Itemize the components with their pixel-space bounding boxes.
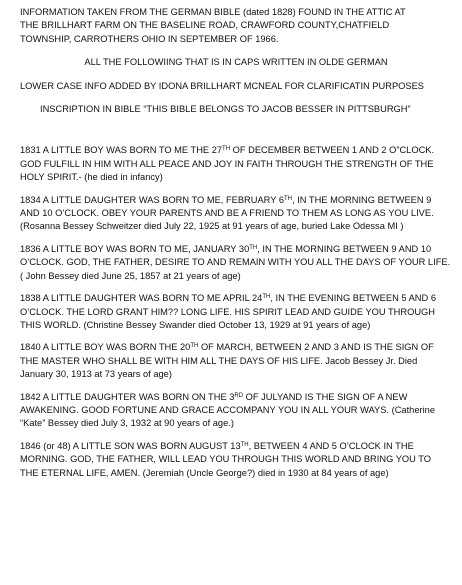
birth-entry bbox=[20, 292, 452, 332]
entry-text-start: 1836 A LITTLE BOY WAS BORN TO ME, JANUARY 30 bbox=[20, 243, 250, 254]
ordinal-suffix: TH bbox=[262, 294, 271, 301]
birth-entry bbox=[20, 440, 452, 480]
entry-text-start: 1834 A LITTLE DAUGHTER WAS BORN TO ME, FEBRUARY 6 bbox=[20, 194, 285, 205]
birth-entry bbox=[20, 194, 452, 234]
birth-entry bbox=[20, 341, 452, 381]
lower-case-note: LOWER CASE INFO ADDED BY IDONA BRILLHART MCNEAL FOR CLARIFICATIN PURPOSES bbox=[20, 80, 424, 91]
entry-text-rest: , IN THE MORNING BETWEEN 9 AND 10 O’CLOCK. OBEY YOUR PARENTS AND BE A FRIEND TO THEM AS LONG AS YOU LIVE. (Rosanna Bessey Schweitzer died July 22, 1925 at 91 years of age, buried Lake Odessa MI ) bbox=[20, 194, 434, 232]
entry-text-rest: OF MARCH, BETWEEN 2 AND 3 AND IS THE SIGN OF THE MASTER WHO SHALL BE WITH HIM ALL THE DAYS OF HIS LIFE. Jacob Bessey Jr. Died January 30, 1913 at 73 years of age) bbox=[20, 342, 434, 380]
entry-text-rest: , IN THE MORNING BETWEEN 9 AND 10 O’CLOCK. GOD, THE FATHER, DESIRE TO AND REMAIN WITH YOU ALL THE DAYS OF YOUR LIFE. ( John Bessey died June 25, 1857 at 21 years of age) bbox=[20, 243, 451, 281]
header-line: TOWNSHIP, CARROTHERS OHIO IN SEPTEMBER OF 1966. bbox=[20, 33, 279, 44]
ordinal-suffix: TH bbox=[249, 244, 258, 251]
ordinal-suffix: RD bbox=[234, 392, 244, 399]
entry-text-rest: , BETWEEN 4 AND 5 O’CLOCK IN THE MORNING. GOD, THE FATHER, WILL LEAD YOU THROUGH THIS WORLD AND BRING YOU TO THE ETERNAL LIFE, AMEN. (Jeremiah (Uncle George?) died in 1930 at 84 years of age) bbox=[20, 440, 432, 478]
birth-entry bbox=[20, 243, 452, 283]
entry-text-rest: , IN THE EVENING BETWEEN 5 AND 6 O’CLOCK. THE LORD GRANT HIM?? LONG LIFE. HIS SPIRIT LEAD AND GUIDE YOU THROUGH THIS WORLD. (Christine Bessey Swander died October 13, 1929 at 91 years of age) bbox=[20, 293, 436, 330]
entry-text-start: 1838 A LITTLE DAUGHTER WAS BORN TO ME APRIL 24 bbox=[20, 293, 263, 304]
birth-entry bbox=[20, 144, 452, 184]
ordinal-suffix: TH bbox=[240, 441, 249, 448]
header-line: THE BRILLHART FARM ON THE BASELINE ROAD, CRAWFORD COUNTY,CHATFIELD bbox=[20, 20, 390, 31]
ordinal-suffix: TH bbox=[284, 195, 293, 202]
birth-entries bbox=[20, 144, 452, 480]
entry-text-rest: OF JULYAND IS THE SIGN OF A NEW AWAKENING. GOOD FORTUNE AND GRACE ACCOMPANY YOU IN ALL YOUR WAYS. (Catherine “Kate” Bessey died July 3, 1932 at 90 years of age.) bbox=[20, 391, 436, 429]
entry-text-start: 1842 A LITTLE DAUGHTER WAS BORN ON THE 3 bbox=[20, 391, 235, 402]
birth-entry bbox=[20, 391, 452, 431]
header-line: INFORMATION TAKEN FROM THE GERMAN BIBLE (dated 1828) FOUND IN THE ATTIC AT bbox=[20, 7, 406, 17]
entry-text-start: 1831 A LITTLE BOY WAS BORN TO ME THE 27 bbox=[20, 145, 223, 156]
entry-text-start: 1840 A LITTLE BOY WAS BORN THE 20 bbox=[20, 342, 191, 353]
caps-note: ALL THE FOLLOWIING THAT IS IN CAPS WRITTEN IN OLDE GERMAN bbox=[84, 57, 388, 68]
document-header bbox=[20, 6, 452, 46]
bible-inscription: INSCRIPTION IN BIBLE “THIS BIBLE BELONGS TO JACOB BESSER IN PITTSBURGH” bbox=[40, 104, 411, 115]
entry-text-start: 1846 (or 48) A LITTLE SON WAS BORN AUGUST 13 bbox=[20, 440, 241, 451]
ordinal-suffix: TH bbox=[190, 343, 199, 350]
ordinal-suffix: TH bbox=[222, 146, 231, 153]
entry-text-rest: OF DECEMBER BETWEEN 1 AND 2 O”CLOCK. GOD FULFILL IN HIM WITH ALL PEACE AND JOY IN FAITH THROUGH THE STRENGTH OF THE HOLY SPIRIT.- (he died in infancy) bbox=[20, 145, 435, 183]
